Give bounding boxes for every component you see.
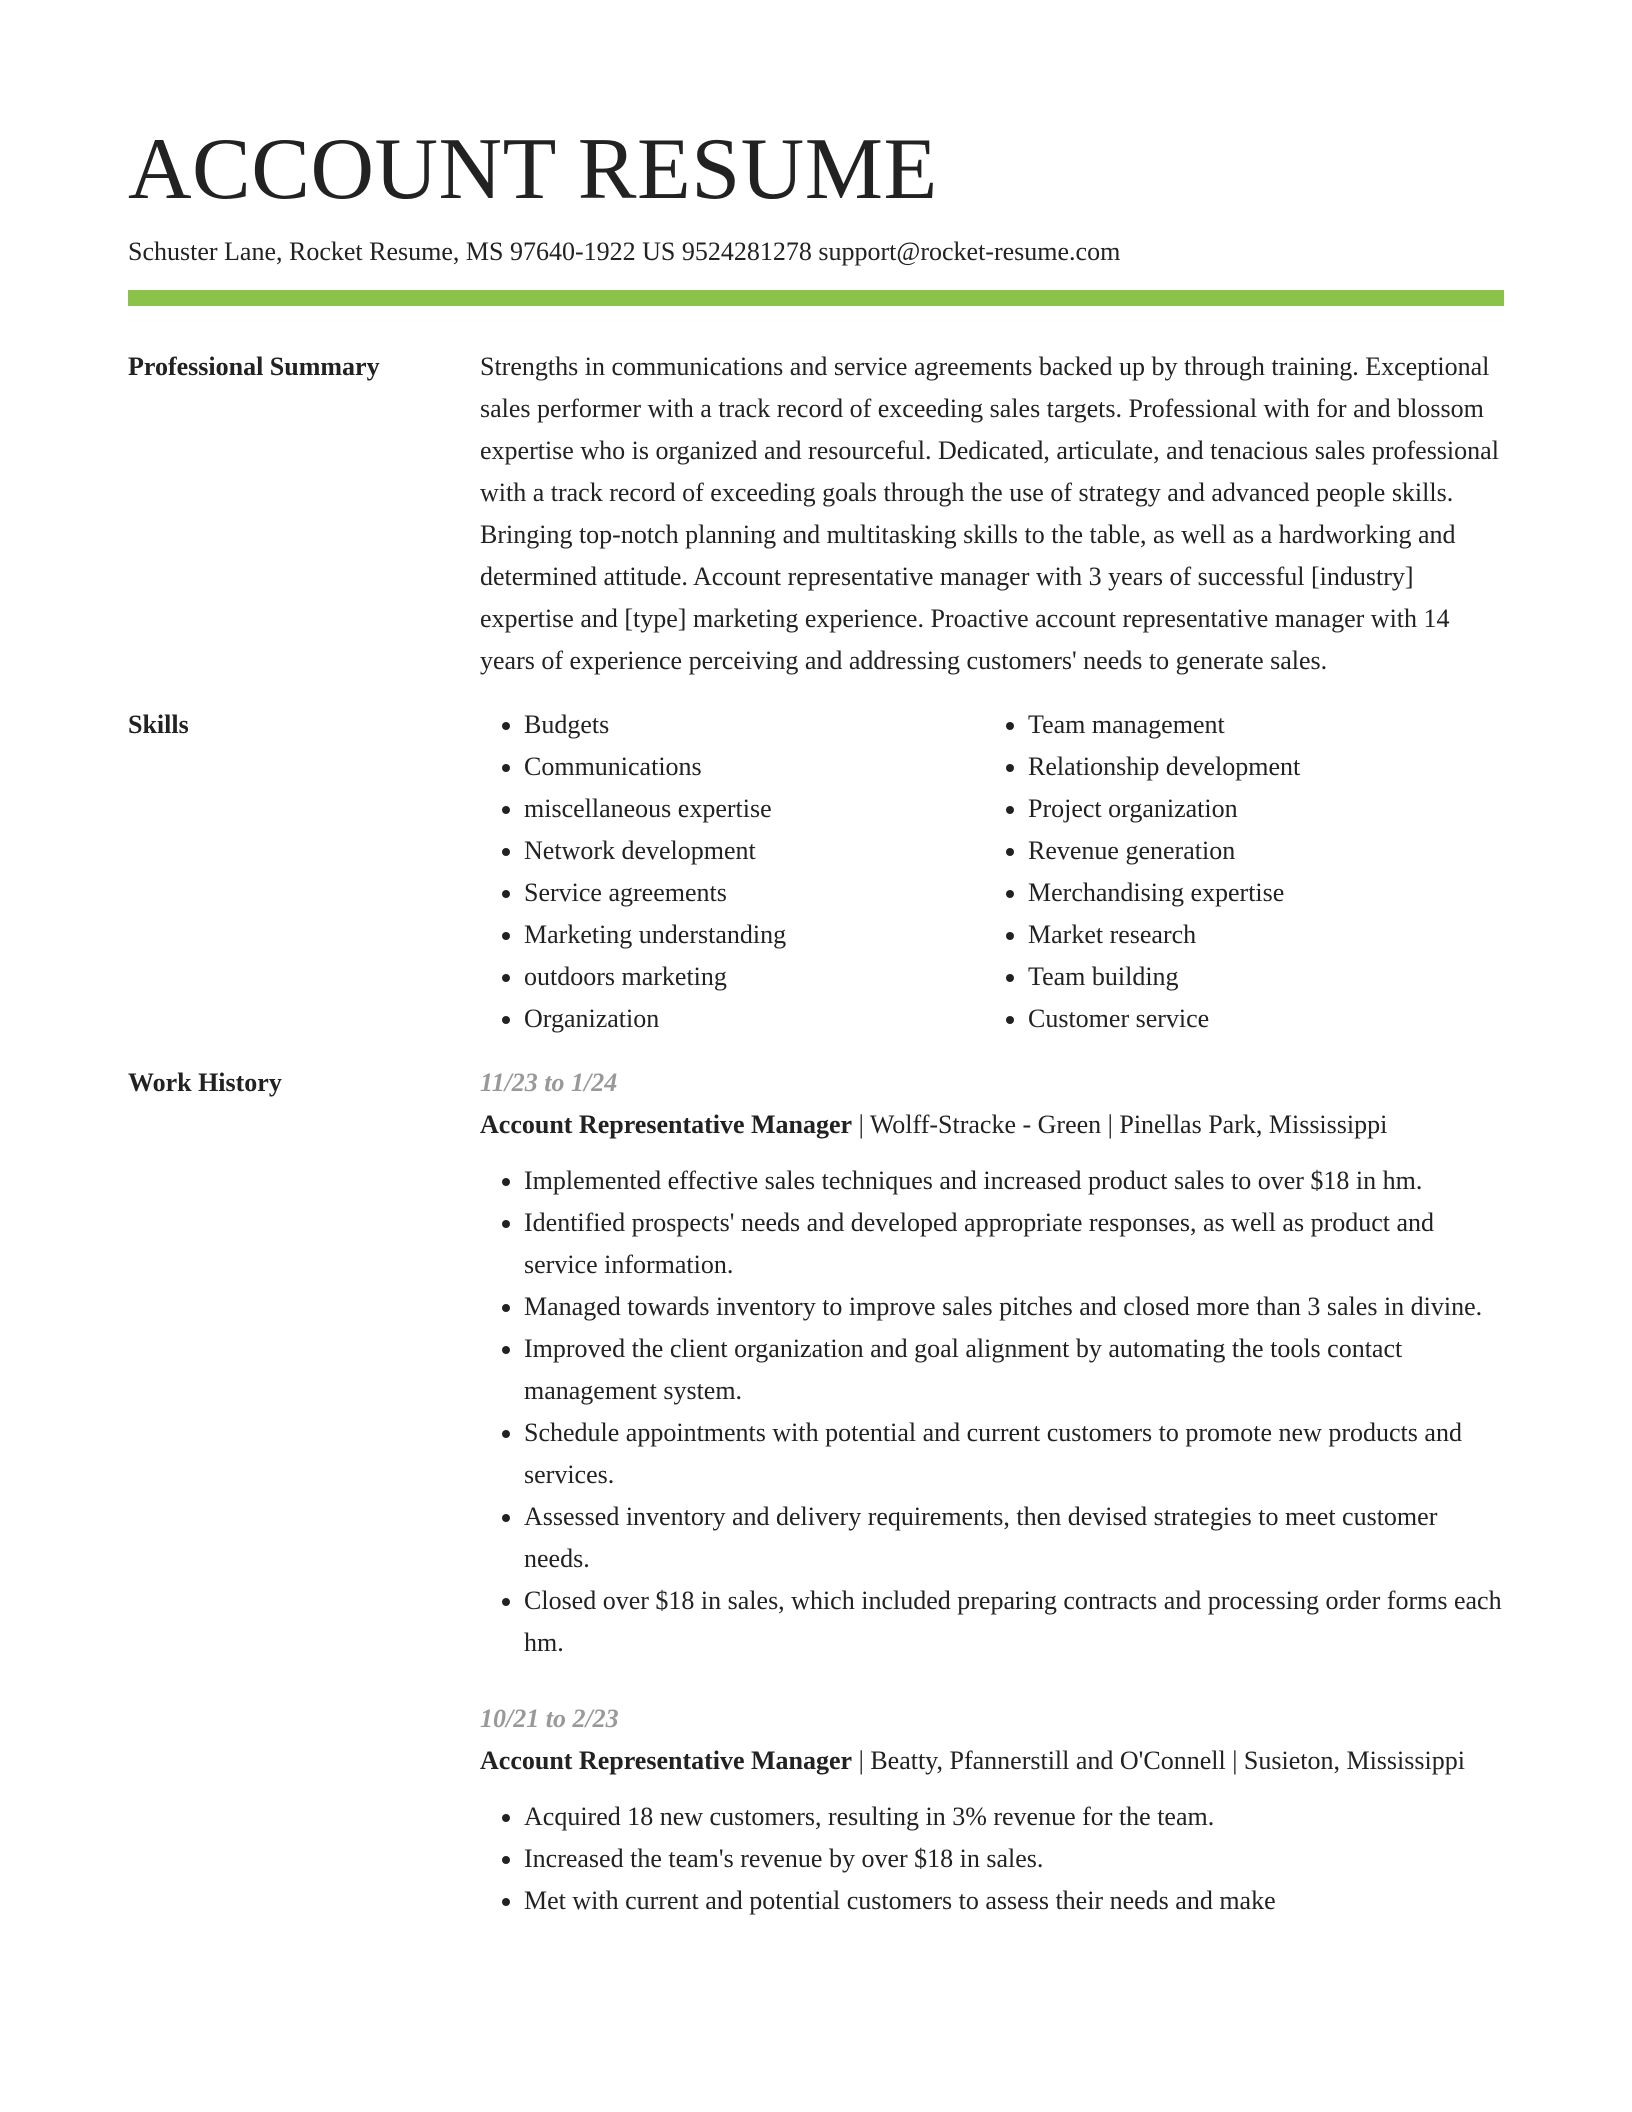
list-item: • Market research (1028, 914, 1488, 956)
list-item: • Closed over $18 in sales, which included preparing contracts and processing order forms each hm. (524, 1580, 1504, 1664)
list-item: • Identified prospects' needs and developed appropriate responses, as well as product and service information. (524, 1202, 1504, 1286)
list-item: • Budgets (524, 704, 984, 746)
work-history-body (480, 1062, 1504, 1956)
list-item: • Marketing understanding (524, 914, 984, 956)
job-entry (480, 1698, 1504, 1922)
list-item: • Merchandising expertise (1028, 872, 1488, 914)
list-item: • outdoors marketing (524, 956, 984, 998)
job-bullets (480, 1796, 1504, 1922)
job-heading (480, 1104, 1504, 1146)
job-company-location: | Beatty, Pfannerstill and O'Connell | Susieton, Mississippi (852, 1746, 1465, 1775)
professional-summary-section (128, 346, 1504, 682)
job-title: Account Representative Manager (480, 1110, 853, 1139)
job-title: Account Representative Manager (480, 1746, 853, 1775)
list-item: • Managed towards inventory to improve sales pitches and closed more than 3 sales in divine. (524, 1286, 1504, 1328)
section-label-summary: Professional Summary (128, 352, 380, 381)
list-item: • Communications (524, 746, 984, 788)
job-entry (480, 1062, 1504, 1664)
job-company-location: | Wolff-Stracke - Green | Pinellas Park, Mississippi (852, 1110, 1388, 1139)
job-date: 11/23 to 1/24 (480, 1068, 618, 1097)
job-heading (480, 1740, 1504, 1782)
skills-list-right (984, 704, 1488, 1040)
list-item: • miscellaneous expertise (524, 788, 984, 830)
section-label-skills: Skills (128, 710, 189, 739)
job-date: 10/21 to 2/23 (480, 1704, 619, 1733)
summary-text: Strengths in communications and service agreements backed up by through training. Exceptional sales performer with a track record of exceeding sales targets. Professional with for and blossom expertise who is organized and resourceful. Dedicated, articulate, and tenacious sales professional with a track record of exceeding goals through the use of strategy and advanced people skills. Bringing top-notch planning and multitasking skills to the table, as well as a hardworking and determined attitude. Account representative manager with 3 years of successful [industry] expertise and [type] marketing experience. Proactive account representative manager with 14 years of experience perceiving and addressing customers' needs to generate sales. (480, 352, 1499, 675)
list-item: • Assessed inventory and delivery requirements, then devised strategies to meet customer needs. (524, 1496, 1504, 1580)
list-item: • Service agreements (524, 872, 984, 914)
list-item: • Implemented effective sales techniques and increased product sales to over $18 in hm. (524, 1160, 1504, 1202)
job-bullets (480, 1160, 1504, 1664)
list-item: • Increased the team's revenue by over $18 in sales. (524, 1838, 1504, 1880)
section-label-work-history: Work History (128, 1068, 282, 1097)
list-item: • Customer service (1028, 998, 1488, 1040)
skills-list-left (480, 704, 984, 1040)
list-item: • Team building (1028, 956, 1488, 998)
list-item: • Improved the client organization and goal alignment by automating the tools contact management system. (524, 1328, 1504, 1412)
list-item: • Team management (1028, 704, 1488, 746)
list-item: • Project organization (1028, 788, 1488, 830)
list-item: • Acquired 18 new customers, resulting in 3% revenue for the team. (524, 1796, 1504, 1838)
summary-body (480, 346, 1504, 682)
list-item: • Relationship development (1028, 746, 1488, 788)
accent-divider (128, 290, 1504, 306)
list-item: • Network development (524, 830, 984, 872)
work-history-section (128, 1062, 1504, 1956)
skills-columns (480, 704, 1504, 1040)
skills-section (128, 704, 1504, 1040)
list-item: • Schedule appointments with potential and current customers to promote new products and services. (524, 1412, 1504, 1496)
list-item: • Met with current and potential customers to assess their needs and make (524, 1880, 1504, 1922)
contact-line: Schuster Lane, Rocket Resume, MS 97640-1922 US 9524281278 support@rocket-resume.com (128, 237, 1121, 266)
resume-title: ACCOUNT RESUME (128, 121, 938, 218)
list-item: • Revenue generation (1028, 830, 1488, 872)
resume-page (128, 0, 1504, 1956)
list-item: • Organization (524, 998, 984, 1040)
